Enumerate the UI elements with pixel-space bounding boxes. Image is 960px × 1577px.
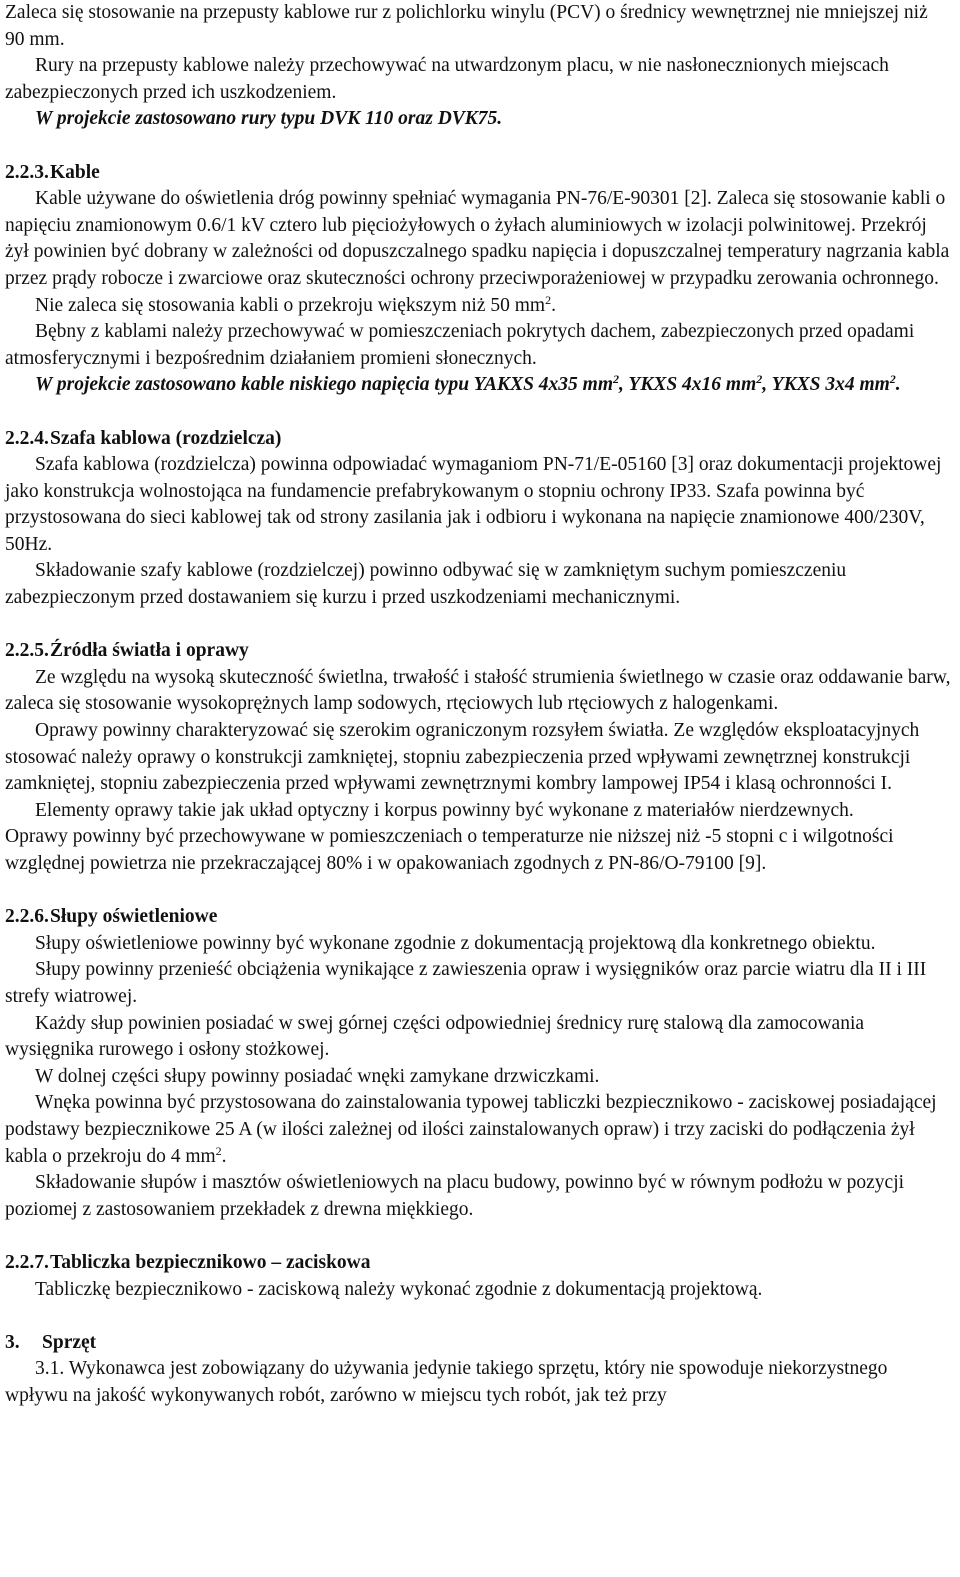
section-heading-3 xyxy=(5,1330,952,1357)
poles-paragraph-1: Słupy oświetleniowe powinny być wykonane zgodnie z dokumentacją projektową dla konkretnego obiektu. xyxy=(35,932,876,954)
cabinet-storage-paragraph: Składowanie szafy kablowe (rozdzielczej) powinno odbywać się w zamkniętym suchym pomieszczeniu zabezpieczonym przed dostawaniem się kurzu i przed uszkodzeniami mechanicznymi. xyxy=(5,560,847,609)
section-title: Szafa kablowa (rozdzielcza) xyxy=(50,427,282,449)
section-number: 2.2.6. xyxy=(5,906,49,928)
cable-cross-section-paragraph: Nie zaleca się stosowania kabli o przekroju większym niż 50 $mm^2$. xyxy=(35,292,556,316)
fuse-board-paragraph: Tabliczkę bezpiecznikowo - zaciskową należy wykonać zgodnie z dokumentacją projektową. xyxy=(35,1278,763,1300)
cabinet-requirements-paragraph: Szafa kablowa (rozdzielcza) powinna odpowiadać wymaganiom PN-71/E-05160 [3] oraz dokumentacji projektowej jako konstrukcja wolnostojąca na fundamencie prefabrykowanym o stopniu ochrony IP33. Szafa powinna być przystosowana do sieci kablowej tak od strony zasilania jak i odbioru i wykonana na napięcie znamionowe 400/230V, 50Hz. xyxy=(5,454,942,555)
section-title: Kable xyxy=(50,161,100,183)
section-heading-2-2-4 xyxy=(5,426,952,453)
section-number: 3. xyxy=(5,1331,20,1353)
cable-design-note: W projekcie zastosowano kable niskiego napięcia typu YAKXS 4x35 $mm^2$, YKXS 4x16 $mm^2$, YKXS 3x4 $mm^2$. xyxy=(35,372,901,396)
section-number: 2.2.5. xyxy=(5,640,49,662)
cable-drum-storage-paragraph: Bębny z kablami należy przechowywać w pomieszczeniach pokrytych dachem, zabezpieczonych przed opadami atmosferycznymi i bezpośrednim działaniem promieni słonecznych. xyxy=(5,321,915,369)
pipe-design-note: W projekcie zastosowano rury typu DVK 110 oraz DVK75. xyxy=(35,108,503,130)
section-number: 2.2.7. xyxy=(5,1251,49,1273)
pvc-pipes-paragraph: Zaleca się stosowanie na przepusty kablowe rur z polichlorku winylu (PCV) o średnicy wewnętrznej nie mniejszej niż 90 mm. xyxy=(5,2,928,50)
section-title: Tabliczka bezpiecznikowo – zaciskowa xyxy=(50,1251,371,1273)
section-title: Źródła światła i oprawy xyxy=(50,640,249,662)
cables-paragraph: Kable używane do oświetlenia dróg powinny spełniać wymagania PN-76/E-90301 [2]. Zaleca się stosowanie kabli o napięciu znamionowym 0.6/1 kV cztero lub pięciożyłowych o żyłach aluminiowych w izolacji polwinitowej. Przekrój żył powinien być dobrany w zależności od dopuszczalnego spadku napięcia i dopuszczalnej temperatury nagrzania kabla przez prądy robocze i zwarciowe oraz skuteczności ochrony przeciwporażeniowej w przypadku zerowania ochronnego. xyxy=(5,188,950,289)
poles-storage-paragraph: Składowanie słupów i masztów oświetleniowych na placu budowy, powinno być w równym podłożu w pozycji poziomej z zastosowaniem przekładek z drewna miękkiego. xyxy=(5,1172,905,1220)
luminaire-storage-paragraph: Oprawy powinny być przechowywane w pomieszczeniach o temperaturze nie niższej niż -5 stopni c i wilgotności względnej powietrza nie przekraczającej 80% i w opakowaniach zgodnych z PN-86/O-79100 [9]. xyxy=(5,826,894,874)
pipe-storage-paragraph: Rury na przepusty kablowe należy przechowywać na utwardzonym placu, w nie nasłonecznionych miejscach zabezpieczonych przed ich uszkodzeniem. xyxy=(5,55,889,103)
equipment-paragraph: 3.1. Wykonawca jest zobowiązany do używania jedynie takiego sprzętu, który nie spowoduje niekorzystnego wpływu na jakość wykonywanych robót, zarówno w miejscu tych robót, jak też przy xyxy=(5,1358,888,1406)
section-number: 2.2.4. xyxy=(5,427,49,449)
poles-paragraph-5: Wnęka powinna być przystosowana do zainstalowania typowej tabliczki bezpiecznikowo - zaciskowej posiadającej podstawy bezpiecznikowe 25 A (w ilości zależnej od ilości zainstalowanych opraw) i trzy zaciski do podłączenia żył kabla o przekroju do 4 $mm^2$. xyxy=(5,1092,937,1167)
section-heading-2-2-3 xyxy=(5,160,952,187)
poles-paragraph-4: W dolnej części słupy powinny posiadać wnęki zamykane drzwiczkami. xyxy=(35,1065,600,1087)
luminaires-paragraph: Oprawy powinny charakteryzować się szerokim ograniczonym rozsyłem światła. Ze względów eksploatacyjnych stosować należy oprawy o konstrukcji zamkniętej, stopniu zabezpieczenia przed wpływami zewnętrznej konstrukcji zamkniętej, stopniu zabezpieczenia przed wpływami zewnętrznymi kombry lampowej IP54 i klasą ochronności I. xyxy=(5,720,920,795)
poles-paragraph-3: Każdy słup powinien posiadać w swej górnej części odpowiedniej średnicy rurę stalową dla zamocowania wysięgnika rurowego i osłony stożkowej. xyxy=(5,1012,865,1061)
light-sources-paragraph: Ze względu na wysoką skuteczność świetlna, trwałość i stałość strumienia świetlnego w czasie oraz oddawanie barw, zaleca się stosowanie wysokoprężnych lamp sodowych, rtęciowych lub rtęciowych z halogenkami. xyxy=(5,666,951,715)
luminaire-materials-paragraph: Elementy oprawy takie jak układ optyczny i korpus powinny być wykonane z materiałów nierdzewnych. xyxy=(35,799,854,821)
section-title: Sprzęt xyxy=(42,1331,97,1353)
section-title: Słupy oświetleniowe xyxy=(50,906,218,928)
section-heading-2-2-7 xyxy=(5,1250,952,1277)
section-heading-2-2-5 xyxy=(5,638,952,665)
section-heading-2-2-6 xyxy=(5,904,952,931)
section-number: 2.2.3. xyxy=(5,161,49,183)
poles-paragraph-2: Słupy powinny przenieść obciążenia wynikające z zawieszenia opraw i wysięgników oraz parcie wiatru dla II i III strefy wiatrowej. xyxy=(5,959,927,1007)
